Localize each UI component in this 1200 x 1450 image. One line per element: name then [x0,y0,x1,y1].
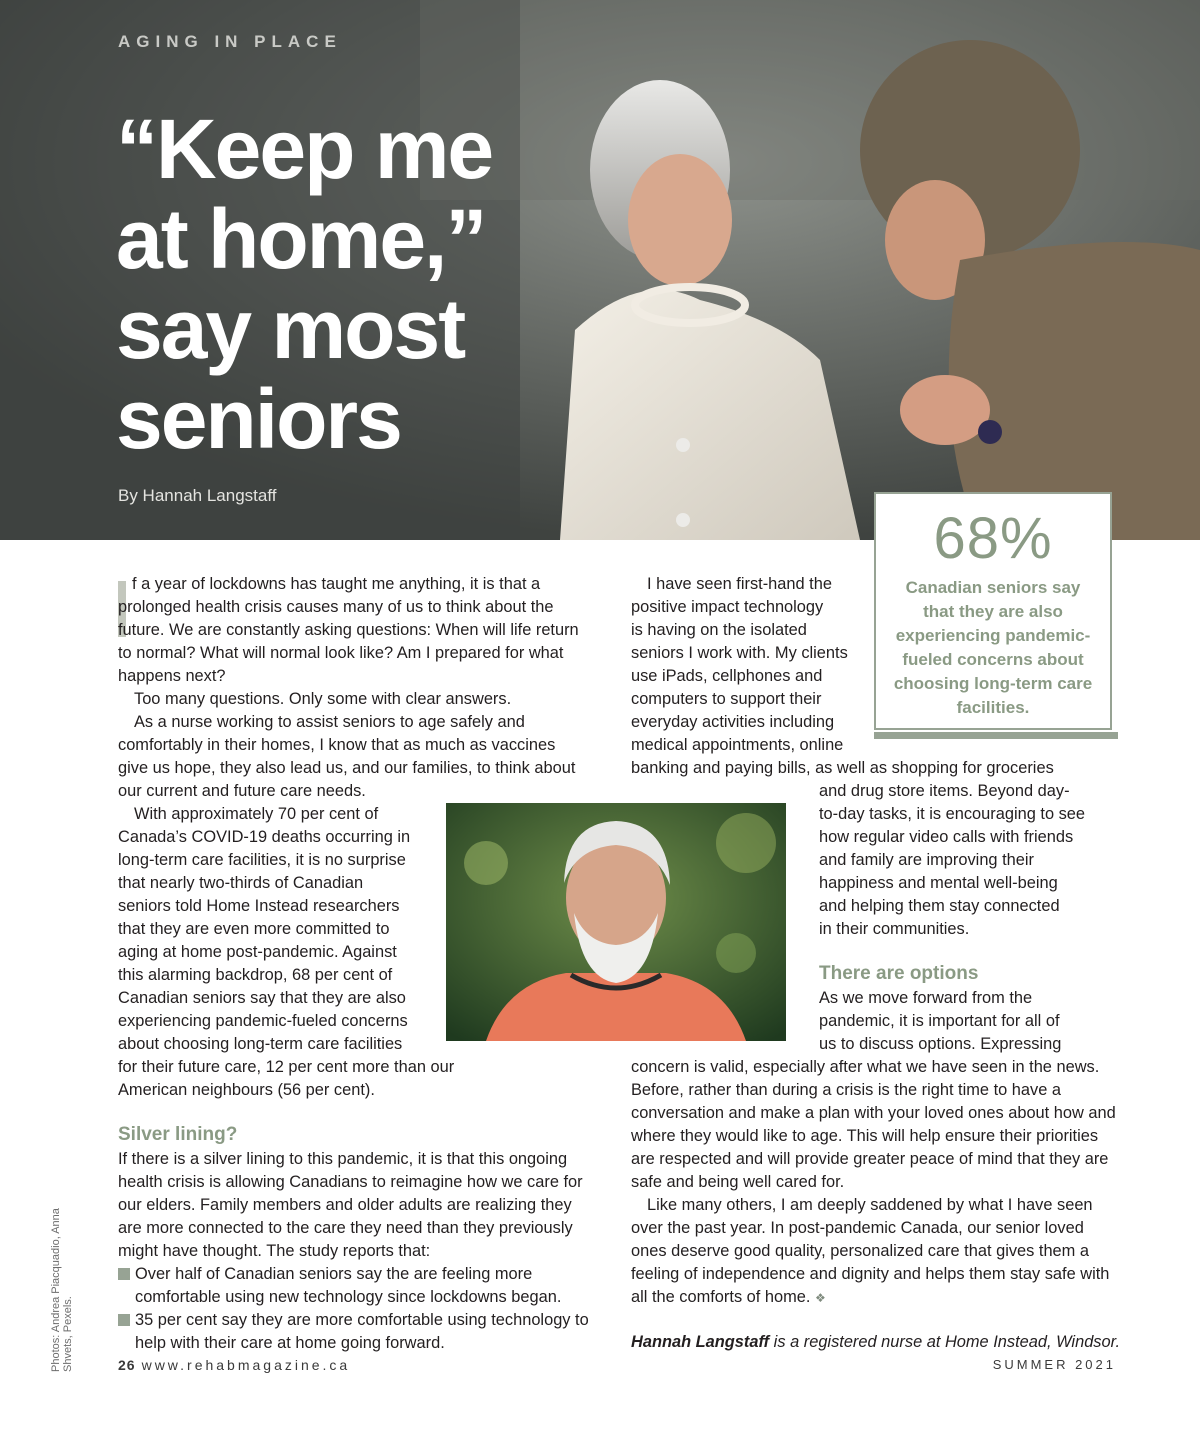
text-line: use iPads, cellphones and [631,667,823,685]
text-line: pandemic, it is important for all of [819,1012,1060,1030]
bullet-item: 35 per cent say they are more comfortable using technology to help with their care at home going forward. [118,1309,598,1355]
callout-text: Canadian seniors say that they are also experiencing pandemic-fueled concerns about choosing long-term care facilities. [893,578,1093,717]
text-line: banking and paying bills, as well as shopping for groceries [631,759,1054,777]
text-line: in their communities. [819,920,970,938]
subhead-silver-lining: Silver lining? [118,1124,238,1145]
text-line: American neighbours (56 per cent). [118,1081,375,1099]
issue-label: SUMMER 2021 [992,1357,1116,1372]
column-2-wrap [819,780,1119,941]
callout-stat: 68% [933,506,1053,571]
bullet-square-icon [118,1268,130,1280]
website-url: www.rehabmagazine.ca [141,1357,351,1373]
text-line: aging at home post-pandemic. Against [118,943,397,961]
body-paragraph: Too many questions. Only some with clear answers. [134,690,512,708]
text-line: I have seen first-hand the [647,575,832,593]
hero-photo [0,0,1200,540]
text-line: As we move forward from the [819,989,1033,1007]
text-line: and helping them stay connected [819,897,1060,915]
photo-credit: Photos: Andrea Piacquadio, Anna Shvets, Pexels. [50,1208,74,1372]
column-1-upper [118,573,588,803]
author-name: Hannah Langstaff [631,1333,770,1351]
intro-paragraph: f a year of lockdowns has taught me anything, it is that a prolonged health crisis causes many of us to think about the future. We are constantly asking questions: When will life return to normal? What will normal look like? Am I prepared for what happens next? [118,575,579,685]
text-line: us to discuss options. Expressing [819,1035,1062,1053]
headline-line: say most [116,282,465,376]
text-line: to-day tasks, it is encouraging to see [819,805,1086,823]
text-line: about choosing long-term care facilities [118,1035,403,1053]
column-1-wrap [118,803,478,1102]
subhead-options: There are options [819,963,979,984]
text-line: long-term care facilities, it is no surprise [118,851,406,869]
text-line: that nearly two-thirds of Canadian [118,874,364,892]
headline-line: at home,” [116,192,486,286]
headline-line: seniors [116,372,401,466]
section-kicker: AGING IN PLACE [118,32,342,51]
text-line: With approximately 70 per cent of [134,805,379,823]
text-line: seniors I work with. My clients [631,644,848,662]
column-1-lower [118,1148,598,1355]
footer-left [118,1357,350,1373]
text-line: for their future care, 12 per cent more than our [118,1058,455,1076]
text-line: is having on the isolated [631,621,807,639]
headline-line: “Keep me [116,102,493,196]
author-bio: Hannah Langstaff is a registered nurse at Home Instead, Windsor. [631,1333,1121,1351]
column-2-wrap-2 [819,987,1119,1056]
byline: By Hannah Langstaff [118,486,277,505]
text-line: positive impact technology [631,598,824,616]
text-line: how regular video calls with friends [819,828,1074,846]
end-mark-icon: ❖ [815,1291,826,1305]
senior-man-photo [446,803,786,1041]
article-headline [116,104,556,464]
text-line: computers to support their [631,690,822,708]
text-line: experiencing pandemic-fueled concerns [118,1012,408,1030]
bullet-list [118,1263,598,1355]
bullet-square-icon [118,1314,130,1326]
body-paragraph: Like many others, I am deeply saddened by what I have seen over the past year. In post-pandemic Canada, our senior loved ones deserve good quality, personalized care that gives them a feeling of independence and dignity and helps them stay safe with all the comforts of home. ❖ [631,1196,1110,1306]
text-line: and drug store items. Beyond day- [819,782,1070,800]
text-line: seniors told Home Instead researchers [118,897,400,915]
text-line: Canada’s COVID-19 deaths occurring in [118,828,411,846]
column-2-lower [631,1056,1117,1310]
text-line: happiness and mental well-being [819,874,1058,892]
text-line: and family are improving their [819,851,1034,869]
body-paragraph: If there is a silver lining to this pandemic, it is that this ongoing health crisis is allowing Canadians to reimagine how we care for our elders. Family members and older adults are realizing they are more connected to the care they need than they previously might have thought. The study reports that: [118,1150,583,1260]
text-line: that they are even more committed to [118,920,390,938]
senior-man-illustration [446,803,786,1041]
text-line: Canadian seniors say that they are also [118,989,406,1007]
bullet-item: Over half of Canadian seniors say the are feeling more comfortable using new technology since lockdowns began. [118,1263,598,1309]
text-line: this alarming backdrop, 68 per cent of [118,966,393,984]
body-paragraph: As a nurse working to assist seniors to age safely and comfortably in their homes, I know that as much as vaccines give us hope, they also lead us, and our families, to think about our current and future care needs. [118,713,576,800]
page-number: 26 [118,1357,136,1373]
text-line: everyday activities including [631,713,835,731]
body-paragraph: concern is valid, especially after what we have seen in the news. Before, rather than during a crisis is the right time to have a conversation and make a plan with your loved ones about how and where they would like to age. This will help ensure their priorities are respected and will provide greater peace of mind that they are safe and being well cared for. [631,1058,1116,1191]
text-line: medical appointments, online [631,736,844,754]
column-2-upper [631,573,1131,780]
